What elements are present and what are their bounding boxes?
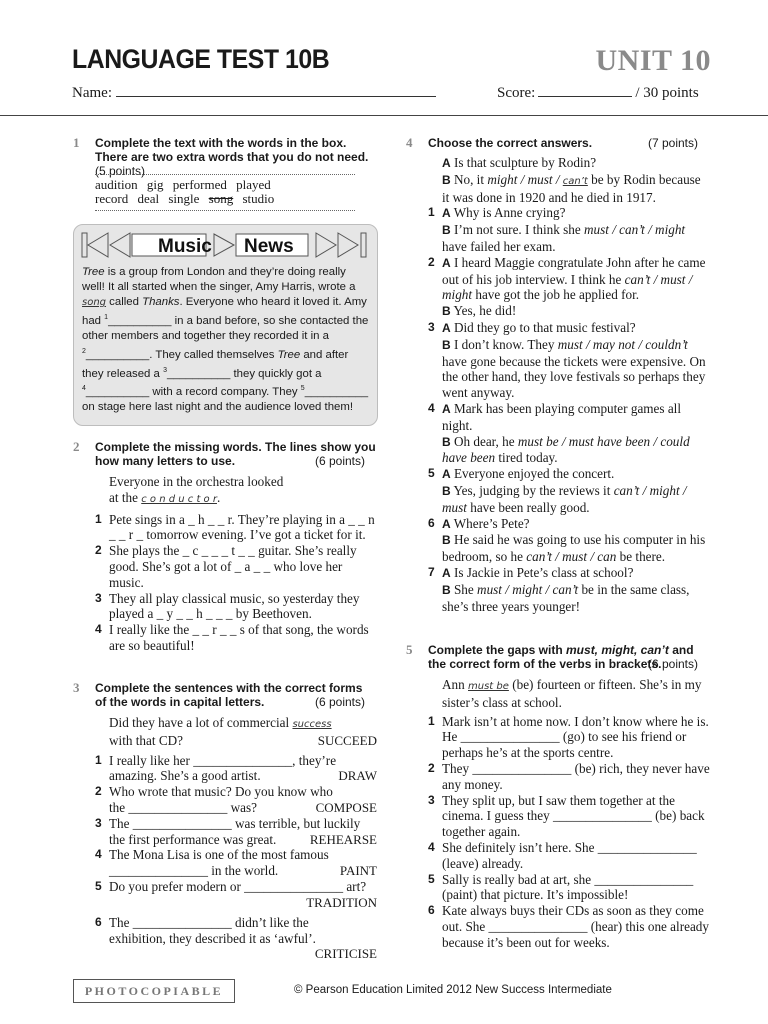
item-text: He said he was going to use his computer in his bedroom, so he [442,532,706,565]
score-line[interactable] [538,85,632,97]
item-text: Pete sings in a _ h _ _ r. They’re playing in a _ _ n _ _ r _ tomorrow evening. I’ve got a ticket for it. [109,511,375,543]
item-text: Is Jackie in Pete’s class at school? [453,564,634,580]
word-box-item: gig [146,177,164,192]
score-field[interactable] [497,85,699,102]
item-number: 2 [428,760,435,775]
item-number: 4 [428,400,435,415]
ex4-item[interactable]: 6 A Where’s Pete? B He said he was going to use his computer in his bedroom, so he can’t / must / can be there. [428,515,706,565]
item-number: 1 [428,205,435,220]
ex2-example [95,474,380,508]
ex1-heading [73,135,377,178]
item-number: 4 [95,847,102,862]
ex5-number: 5 [406,642,413,657]
forward-bar-icon [361,233,366,257]
article-text: . Everyone who heard it loved it. Amy had [82,296,367,327]
ex3-item[interactable] [95,879,377,911]
ex3-item[interactable] [95,847,377,879]
article-text: and after they released a [82,348,349,380]
forward-icon [338,233,358,257]
gap-number: 3 [163,366,167,374]
example-answer: can’t [562,175,588,187]
answer-options[interactable]: can’t / must / can [526,549,617,565]
ex5-item[interactable] [428,793,710,840]
item-text: Who wrote that music? Do you know who [109,784,333,800]
item-text: _______________ in the world. [109,863,279,879]
article-text: called [106,296,143,308]
capital-word: DRAW [338,768,377,784]
example-text: . [216,489,221,505]
ex3-item[interactable] [95,816,377,848]
item-number: 1 [428,713,435,728]
header-divider [0,115,768,116]
item-text: Where’s Pete? [453,515,530,531]
name-line[interactable] [116,85,436,97]
capital-word: COMPOSE [315,799,377,815]
item-text: They all play classical music, so yesterday they played a _ y _ _ h _ _ _ by Beethoven. [109,590,360,622]
ex2-heading [73,439,377,468]
ex2-item[interactable] [95,543,380,590]
item-text: She [453,581,478,597]
footer-copyright: © Pearson Education Limited 2012 New Success Intermediate [294,984,612,996]
gap-text[interactable]: __________ with a record company. They [85,386,301,399]
ex1-instruction: Complete the text with the words in the box. There are two extra words that you do not need. [95,136,369,164]
answer-options[interactable]: must / might / can’t [477,581,579,597]
ex5-points: (6 points) [647,657,698,671]
gap-number: 4 [82,385,86,393]
item-text: Kate always buys their CDs as soon as they come out. She _______________ (hear) this one already because it’s been out for weeks. [442,903,709,950]
score-total: / 30 points [635,85,699,101]
example-answer: song [82,297,107,308]
ex3-item[interactable] [95,915,377,963]
capital-word: REHEARSE [309,831,377,847]
ex5-instruction: Complete the gaps with [428,643,567,657]
item-number: 4 [95,622,102,637]
word-box-item: played [236,177,271,192]
word-box-item: studio [242,191,275,206]
answer-options[interactable]: can’t / might / must [442,482,687,515]
ex5-instruction-modals: must, might, can’t [566,643,669,657]
item-number: 2 [95,543,102,558]
example-answer: c o n d u c t o r [141,493,217,505]
item-number: 7 [428,564,435,579]
item-text: tired today. [495,450,558,466]
item-text: be in the same class, she’s three years younger! [442,581,690,614]
item-text: The Mona Lisa is one of the most famous [109,847,329,863]
band-name: Tree [277,348,301,361]
gap-number: 5 [300,385,305,393]
item-text: Sally is really bad at art, she _______________ (paint) that picture. It’s impossible! [442,871,694,903]
ex4-example: A Is that sculpture by Rodin? B No, it might / must / can’t be by Rodin because it was done in 1920 and he died in 1917. [442,155,701,205]
item-number: 5 [95,878,102,893]
example-text: with that CD? [109,732,183,748]
item-number: 6 [95,914,102,929]
example-text: at the [109,489,142,505]
item-text: have been really good. [466,499,590,515]
ex3-heading [73,680,377,709]
ex3-points: (6 points) [314,695,365,709]
band-name: Tree [82,266,105,278]
music-news-banner [80,230,372,260]
item-text: Did they go to that music festival? [453,319,636,335]
example-line [109,490,380,508]
ex2-number: 2 [73,439,80,454]
page-title: LANGUAGE TEST 10B [72,44,330,74]
ex3-item[interactable] [95,753,377,785]
word-box-item-used: song [208,191,234,206]
item-text: Yes, judging by the reviews it [453,482,614,498]
ex3-item[interactable] [95,784,377,816]
gap-text[interactable]: __________ in a band before, so she contacted the other members and together they recorded it in a [82,314,369,342]
capital-word: TRADITION [306,894,377,910]
gap-text[interactable]: __________ on stage here last night and the audience loved them! [82,386,369,414]
ex4-instruction: Choose the correct answers. [428,136,593,150]
gap-text[interactable]: __________ they quickly got a [166,367,322,380]
ex5-item[interactable] [428,840,710,872]
word-box-row [95,192,355,206]
ex2-item[interactable] [95,512,380,544]
song-title: Thanks [142,296,180,308]
ex2-item[interactable] [95,622,380,654]
ex4-number: 4 [406,135,413,150]
ex3-body [95,715,377,962]
ex4-item[interactable]: 4 A Mark has been playing computer games all night. B Oh dear, he must be / must have been / could have been tired today. [428,400,690,466]
article-text: is a group from London and they’re doing really well! It all started when the singer, Amy Harris, wrote a [82,266,356,293]
word-box-item: record deal [95,191,160,206]
answer-options[interactable]: must be / must have been / could have been [442,433,690,466]
answer-options: might / must / [487,171,563,187]
item-text: I really like her _______________, they’re [109,752,337,768]
item-text: They _______________ (be) rich, they never have any money. [442,760,710,792]
item-number: 1 [95,752,102,767]
item-text: be there. [616,549,666,565]
ex5-item[interactable] [428,714,710,761]
item-text: have failed her exam. [442,238,556,254]
unit-title: UNIT 10 [595,44,711,77]
ex4-heading [406,135,698,150]
item-text: She definitely isn’t here. She _______________ (leave) already. [442,839,697,871]
photocopiable-stamp: PHOTOCOPIABLE [73,979,235,1003]
item-text: exhibition, they described it as ‘awful’. [109,930,316,946]
ex4-item[interactable]: 5 A Everyone enjoyed the concert. B Yes, judging by the reviews it can’t / might / must have been really good. [428,466,687,515]
item-number: 3 [428,319,435,334]
item-number: 3 [95,590,102,605]
item-text: Mark has been playing computer games all night. [442,400,682,433]
ex2-item[interactable] [95,591,380,623]
item-number: 2 [428,254,435,269]
rewind-bar-icon [82,233,87,257]
ex5-instruction: and the correct form of the verbs in brackets. [428,643,694,671]
ex3-example [95,715,377,749]
capital-word: CRITICISE [314,946,377,962]
example-text: Did they have a lot of commercial [109,715,293,730]
example-answer: must be [468,681,509,692]
item-text: have got the job he applied for. [472,287,640,303]
ex5-item[interactable] [428,903,710,950]
item-text: I heard Maggie congratulate John after he came out of his job interview. I think he [442,254,706,287]
score-label: Score: [497,85,536,101]
item-number: 2 [95,784,102,799]
ex5-body [428,677,710,951]
ex4-item[interactable]: 1 A Why is Anne crying? B I’m not sure. I think she must / can’t / might have failed her exam. [428,205,686,254]
word-box-row [95,178,355,192]
item-text: Yes, he did! [453,303,517,319]
rewind-icon [88,233,108,257]
word-box-item: audition [95,177,138,192]
gap-number: 2 [82,347,86,355]
ex4-points: (7 points) [647,136,698,150]
item-number: 6 [428,515,435,530]
capital-word: PAINT [339,863,377,879]
name-field[interactable] [72,85,436,102]
answer-options[interactable]: can’t / must / might [442,271,693,303]
item-text: Everyone enjoyed the concert. [453,466,615,482]
name-label: Name: [72,85,112,101]
item-text: Do you prefer modern or _______________ art? [109,878,367,894]
gap-number: 1 [104,314,109,321]
item-text: I really like the _ _ r _ _ s of that song, the words are so beautiful! [109,622,369,653]
answer-options[interactable]: must / may not / couldn’t [557,336,688,352]
item-text: The _______________ was terrible, but luckily [109,815,361,831]
example-text: Everyone in the orchestra looked [109,474,284,489]
item-number: 1 [95,511,102,526]
rewind-icon [110,233,130,257]
ex3-number: 3 [73,680,80,695]
item-text: Mark isn’t at home now. I don’t know where he is. He _______________ (go) to see his friend or perhaps he’s at the sports centre. [442,713,709,761]
item-text: They split up, but I saw them together at the cinema. I guess they _______________ (be) back together again. [442,792,705,840]
music-news-article [82,265,370,415]
example-text: Is that sculpture by Rodin? [453,155,597,170]
example-answer: success [292,719,332,730]
example-text: be by Rodin because it was done in 1920 and he died in 1917. [442,171,701,205]
ex5-heading [406,642,698,671]
ex2-points: (6 points) [314,454,365,468]
music-news-panel [73,224,378,426]
ex2-body [95,474,380,654]
item-text: amazing. She’s a good artist. [109,768,261,784]
item-text: the first performance was great. [109,831,277,847]
ex5-item[interactable] [428,761,710,793]
banner-news: News [244,236,294,257]
forward-icon [316,233,336,257]
item-text: Oh dear, he [453,433,518,449]
play-icon [214,234,234,256]
word-box-item: performed [172,177,227,192]
example-text: Ann [442,677,469,692]
capital-word: SUCCEED [317,732,377,748]
ex5-example [428,677,710,711]
item-text: I’m not sure. I think she [453,222,584,238]
item-text: She plays the _ c _ _ _ t _ _ guitar. She’s really good. She’s got a lot of _ a _ _ who love her music. [109,543,357,590]
ex4-body [428,155,710,614]
item-number: 4 [428,839,435,854]
example-text: No, it [453,171,488,187]
item-number: 3 [428,792,435,807]
item-number: 3 [95,815,102,830]
ex5-item[interactable] [428,872,710,904]
ex1-word-box [95,174,355,211]
item-text: have gone because the tickets were expensive. On the other hand, they love festivals so perhaps they went anyway. [442,353,706,401]
banner-music: Music [158,236,212,257]
word-box-item: single [168,191,200,206]
item-text: the _______________ was? [109,799,257,815]
item-text: Why is Anne crying? [453,205,566,221]
item-number: 5 [428,871,435,886]
item-number: 5 [428,466,435,481]
ex4-item[interactable]: 3 A Did they go to that music festival? B I don’t know. They must / may not / couldn’t have gone because the tickets were expensive. On the other hand, they love festivals so perhaps they went anyway. [428,319,706,401]
ex4-item[interactable]: 2 A I heard Maggie congratulate John after he came out of his job interview. I think he can’t / must / might have got the job he applied for. B Yes, he did! [428,254,706,319]
ex1-number: 1 [73,135,80,150]
answer-options[interactable]: must / can’t / might [584,222,686,238]
ex1-points: (5 points) [95,164,146,178]
ex4-item[interactable]: 7 A Is Jackie in Pete’s class at school? B She must / might / can’t be in the same class, she’s three years younger! [428,564,690,614]
gap-text[interactable]: __________. They called themselves [85,348,278,361]
ex3-instruction: Complete the sentences with the correct forms of the words in capital letters. [95,681,363,709]
item-text: I don’t know. They [453,336,558,352]
ex2-instruction: Complete the missing words. The lines show you how many letters to use. [95,440,376,468]
item-text: The _______________ didn’t like the [109,914,309,930]
item-number: 6 [428,903,435,918]
example-text: (be) fourteen or fifteen. She’s in my sister’s class at school. [442,677,702,710]
